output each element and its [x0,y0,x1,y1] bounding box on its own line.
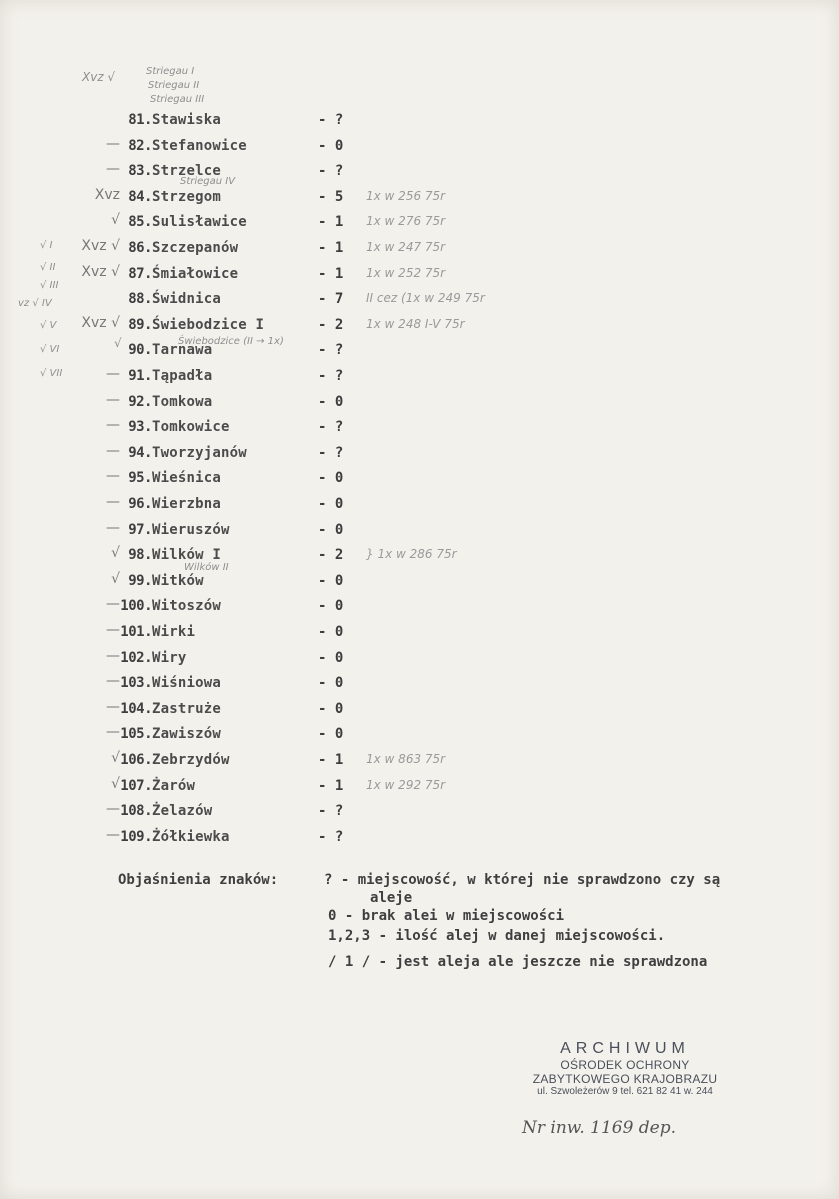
row-mark: — [106,161,120,178]
roman-note-7: √ VII [40,368,63,379]
alley-count: - ? [318,342,344,359]
locality-name: Tąpadła [152,368,213,384]
pencil-note: 1x w 256 75r [366,188,446,203]
row-mark: — [106,417,120,434]
row-number: 108. [120,803,152,820]
row-number: 87. [128,265,152,282]
pencil-note: 1x w 252 75r [366,265,446,280]
locality-name: Świebodzice I [152,316,265,333]
archive-stamp [505,1040,745,1097]
row-number: 103. [120,675,152,692]
row-number: 81. [128,112,152,128]
legend-line-question: ? - miejscowość, w której nie sprawdzono czy są [324,872,721,888]
row-number: 88. [128,291,152,308]
stamp-title: ARCHIWUM [560,1040,690,1057]
row-mark: — [106,391,120,408]
locality-name: Stefanowice [152,137,247,154]
alley-count: - ? [318,803,344,820]
pencil-margin-notes [0,0,400,860]
tarnawa-pencil-mark: √ [114,336,122,350]
row-mark: — [106,724,120,741]
striegau-note-4: Striegau IV [180,176,236,187]
alley-count: - 0 [318,393,344,410]
row-mark: √ [111,775,120,792]
roman-note-5: √ V [40,320,57,331]
row-mark: √ [111,212,120,229]
row-mark: Xvz √ [81,314,120,331]
locality-name: Żelazów [152,803,213,820]
alley-count: - 0 [318,496,344,512]
row-number: 99. [128,572,152,589]
alley-count: - 0 [318,700,344,717]
locality-name: Tarnawa [152,342,213,359]
locality-name: Żarów [152,777,196,794]
roman-note-6: √ VI [40,344,60,355]
alley-count: - 1 [318,214,344,231]
row-number: 106. [120,752,152,768]
row-number: 96. [128,496,152,512]
row-mark: — [106,366,120,382]
row-mark: Xvz √ [81,263,120,280]
locality-name: Tworzyjanów [152,444,247,461]
row-mark: — [106,135,120,152]
pencil-note: 1x w 248 I-V 75r [366,316,465,331]
row-mark: — [106,494,120,510]
legend-intro: Objaśnienia znaków: [118,872,279,888]
row-number: 102. [120,649,152,666]
row-number: 107. [120,777,152,794]
alley-count: - 2 [318,547,344,564]
locality-name: Wierzbna [152,496,222,512]
roman-note-4: vz √ IV [18,298,52,309]
locality-name: Strzegom [152,188,222,205]
locality-name: Stawiska [152,112,222,128]
locality-name: Sulisławice [152,214,247,231]
legend-line-zero: 0 - brak alei w miejscowości [328,908,565,924]
locality-name: Świdnica [152,291,222,308]
locality-name: Wiśniowa [152,675,222,692]
row-mark: — [106,596,120,613]
row-number: 101. [120,624,152,640]
row-mark: — [106,826,120,843]
row-mark: √ [111,570,120,587]
locality-name: Szczepanów [152,240,239,256]
pencil-note: 1x w 247 75r [366,240,446,254]
row-number: 90. [128,342,152,359]
alley-count: - 0 [318,675,344,692]
striegau-note-3: Striegau III [150,94,205,105]
row-number: 94. [128,444,152,461]
row-number: 104. [120,700,152,717]
inventory-number: Nr inw. 1169 dep. [522,1118,677,1138]
swiebodzice-pencil-note: Świebodzice (II → 1x) [178,336,284,347]
roman-note-2: √ II [40,262,56,273]
striegau-note-2: Striegau II [148,80,200,91]
row-mark: — [106,468,120,485]
alley-count: - ? [318,368,344,384]
locality-name: Strzelce [152,163,222,180]
pencil-note: 1x w 292 75r [366,777,446,792]
pencil-note: 1x w 276 75r [366,214,446,229]
row-number: 91. [128,368,152,384]
alley-count: - 0 [318,649,344,666]
alley-count: - 0 [318,598,344,615]
legend-line-unchecked: / 1 / - jest aleja ale jeszcze nie sprawdzona [328,954,708,970]
locality-name: Żółkiewka [152,828,230,845]
roman-note-1: √ I [40,240,53,251]
legend-line-question-cont: aleje [370,890,413,906]
alley-count: - 0 [318,521,344,538]
alley-count: - 0 [318,726,344,743]
alley-count: - 2 [318,316,344,333]
alley-count: - 1 [318,265,344,282]
alley-count: - 1 [318,240,344,256]
row-number: 100. [120,598,152,615]
locality-name: Tomkowice [152,419,230,436]
row-mark: √ [111,545,120,562]
alley-count: - 0 [318,470,344,487]
alley-count: - 5 [318,188,344,205]
row-number: 97. [128,521,152,538]
row-number: 84. [128,188,152,205]
locality-name: Wirki [152,624,196,640]
alley-count: - 0 [318,572,344,589]
row-mark: Xvz √ [81,238,120,254]
row-number: 83. [128,163,152,180]
pencil-note: II cez (1x w 249 75r [366,291,485,306]
locality-name: Zastruże [152,700,222,717]
legend-line-count: 1,2,3 - ilość alej w danej miejscowości. [328,928,666,944]
alley-count: - ? [318,112,344,128]
locality-name: Witoszów [152,598,222,615]
alley-count: - 0 [318,137,344,154]
row-mark: — [106,673,120,690]
alley-count: - 1 [318,777,344,794]
row-number: 82. [128,137,152,154]
stamp-address: ul. Szwoleżerów 9 tel. 621 82 41 w. 244 [537,1086,713,1097]
alley-count: - ? [318,163,344,180]
locality-name: Witków [152,572,204,589]
locality-name: Zebrzydów [152,752,230,768]
stamp-line-3: ZABYTKOWEGO KRAJOBRAZU [532,1072,718,1086]
row-number: 89. [128,316,152,333]
row-number: 98. [128,547,152,564]
alley-count: - 7 [318,291,344,308]
row-number: 93. [128,419,152,436]
row-mark: — [106,698,120,715]
row-number: 105. [120,726,152,743]
row-number: 95. [128,470,152,487]
row-mark: — [106,519,120,536]
row-number: 86. [128,240,152,256]
locality-name: Wieruszów [152,521,230,538]
row-number: 85. [128,214,152,231]
roman-note-3: √ III [40,280,59,291]
locality-name: Wiry [152,649,187,666]
alley-count: - ? [318,828,344,845]
top-pencil-mark: Xvz √ [82,70,116,84]
alley-count: - ? [318,419,344,436]
locality-name: Zawiszów [152,726,222,743]
locality-name: Tomkowa [152,393,213,410]
alley-count: - 1 [318,752,344,768]
row-mark: — [106,622,120,638]
row-mark: √ [111,750,120,766]
wilkow-pencil-note: Wilków II [184,562,229,573]
stamp-line-2: OŚRODEK OCHRONY [560,1058,690,1072]
pencil-note: 1x w 863 75r [366,752,446,766]
locality-name: Wilków I [152,547,222,564]
locality-name: Wieśnica [152,470,222,487]
striegau-note-1: Striegau I [146,66,195,77]
alley-count: - ? [318,444,344,461]
row-mark: Xvz [94,186,120,203]
row-mark: — [106,442,120,459]
row-mark: — [106,647,120,664]
row-number: 92. [128,393,152,410]
pencil-note: } 1x w 286 75r [366,547,457,562]
row-number: 109. [120,828,152,845]
row-mark: — [106,801,120,818]
alley-count: - 0 [318,624,344,640]
locality-name: Śmiałowice [152,265,239,282]
